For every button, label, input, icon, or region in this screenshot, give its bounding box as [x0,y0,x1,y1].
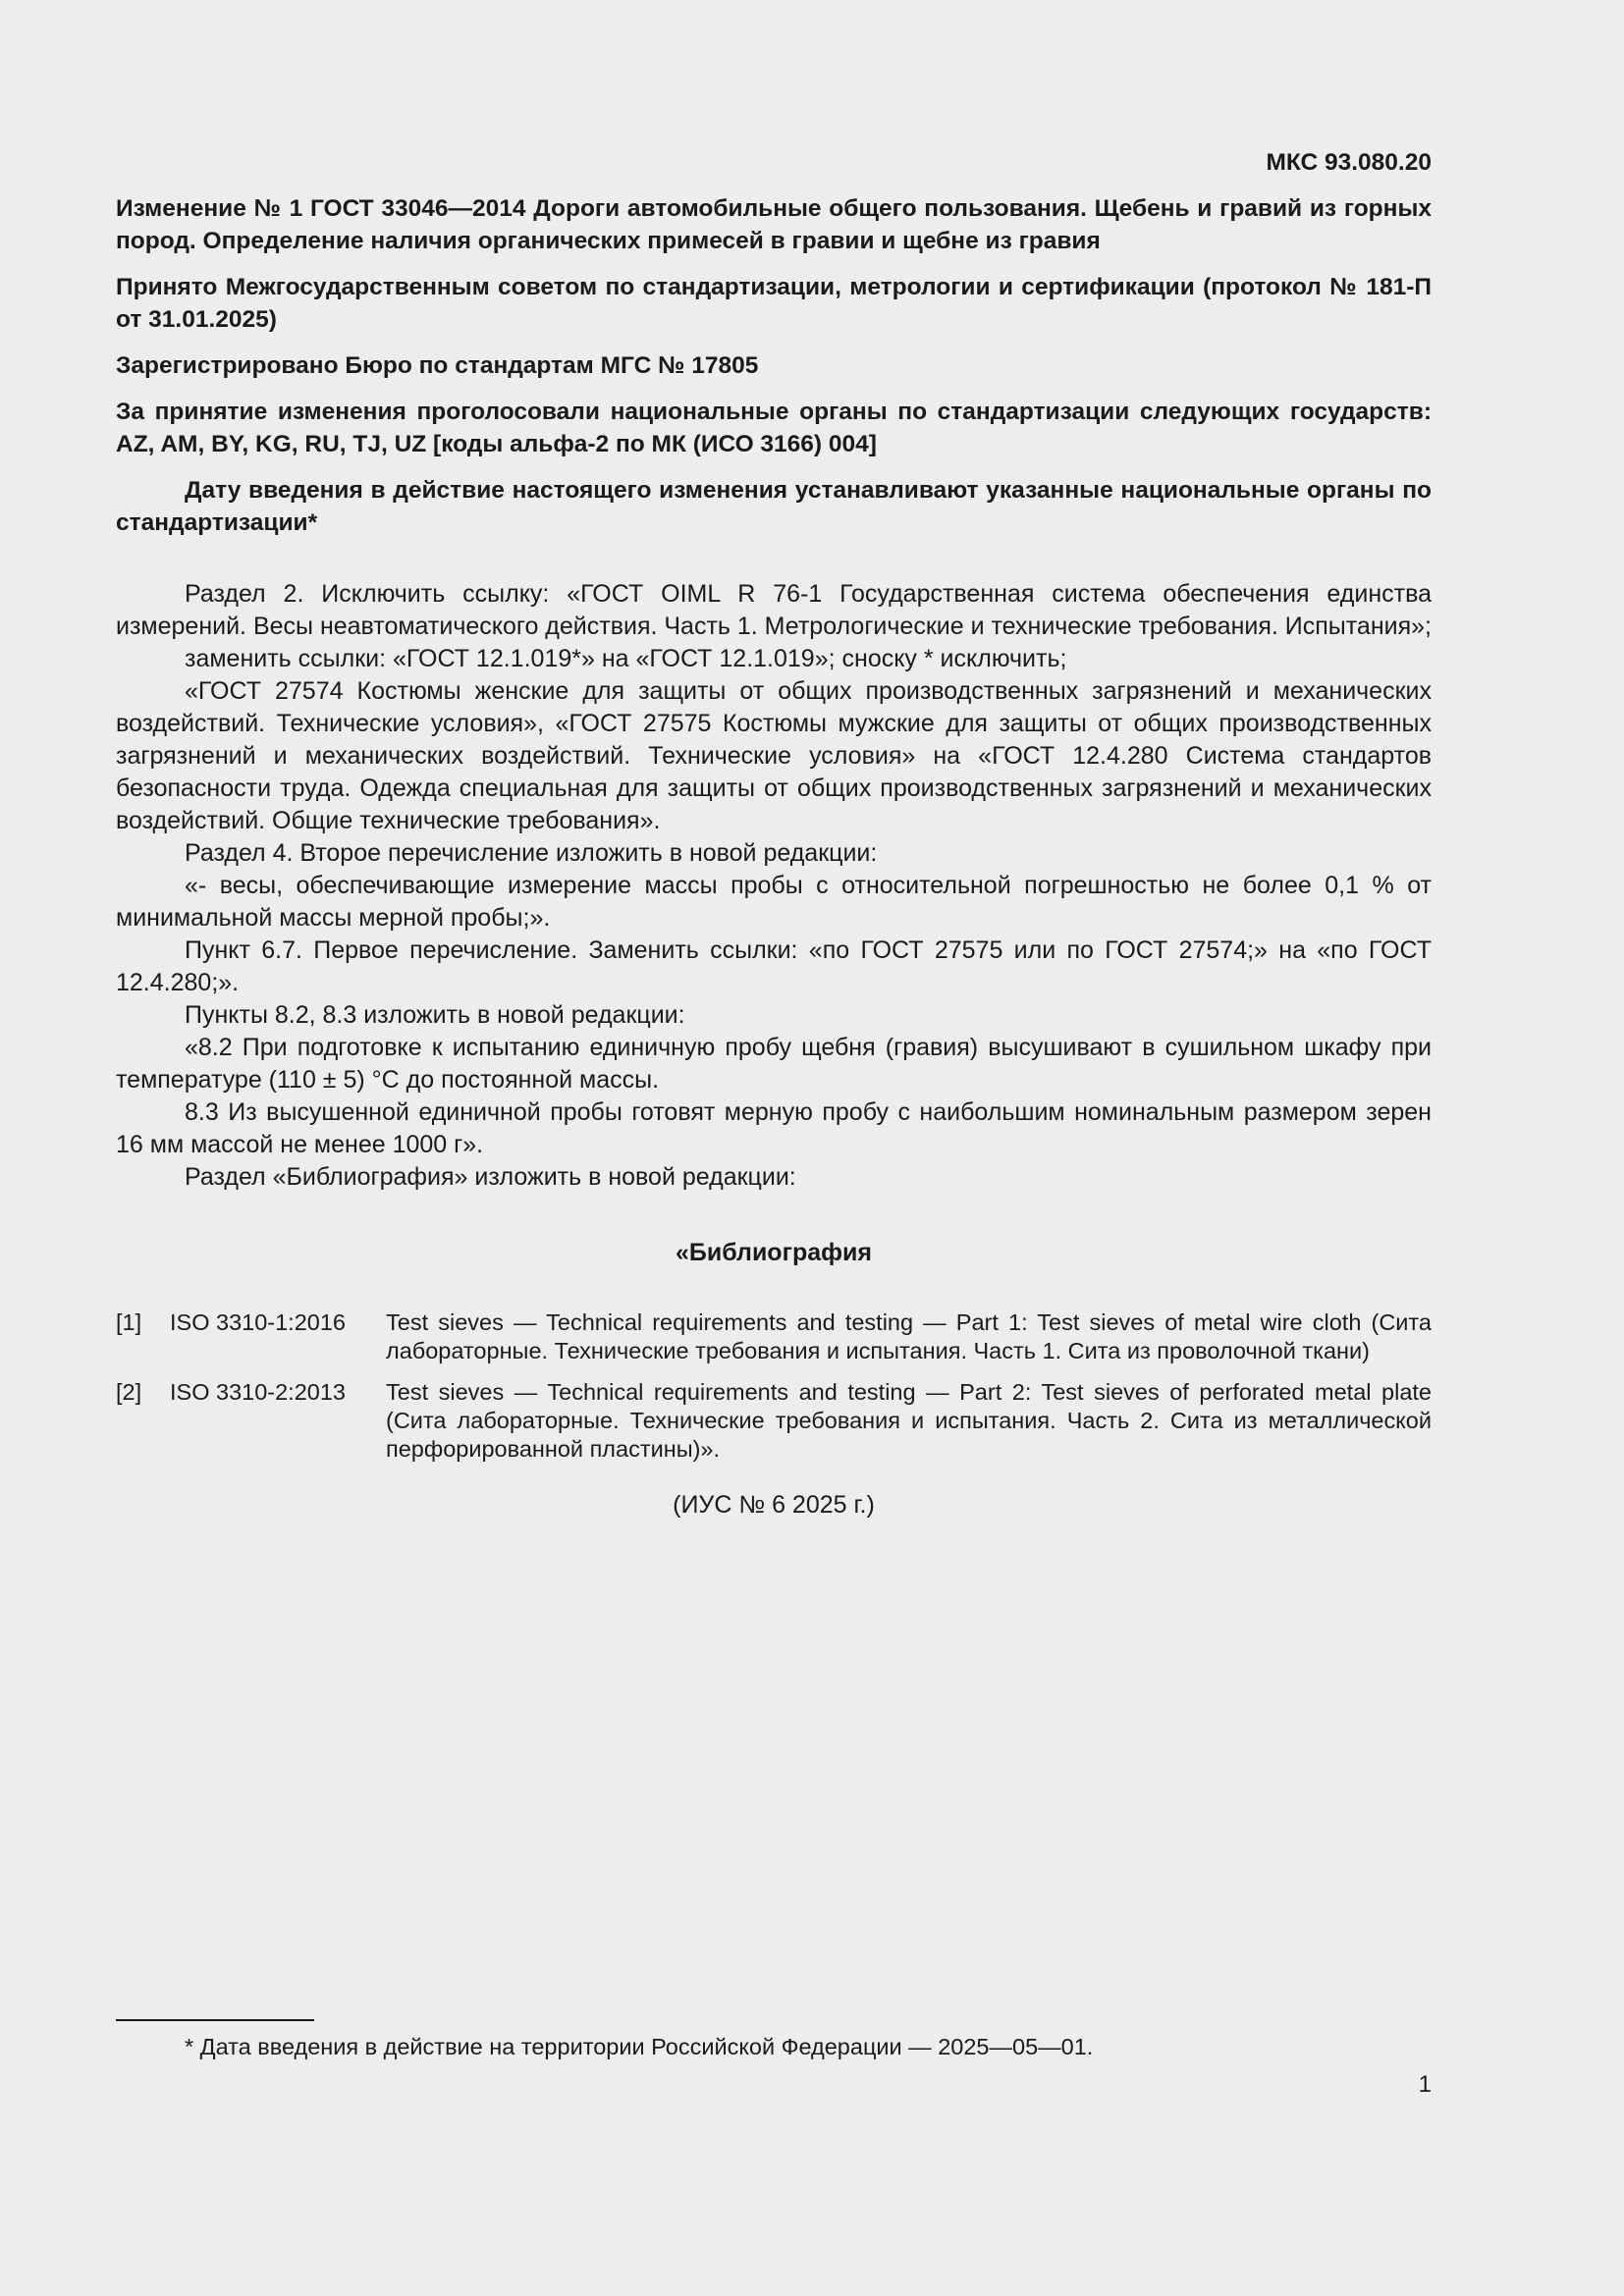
bibliography-code: ISO 3310-1:2016 [170,1309,346,1335]
effective-date-statement: Дату введения в действие настоящего изменения устанавливают указанные национальные органы по стандартизации* [116,477,1432,536]
bibliography-text: Test sieves — Technical requirements and testing — Part 1: Test sieves of metal wire cloth (Сита лабораторные. Технические требования и испытания. Часть 1. Сита из проволочной ткани) [386,1309,1432,1363]
body-paragraph: «- весы, обеспечивающие измерение массы пробы с относительной погрешностью не более 0,1 % от минимальной массы мерной пробы;». [116,872,1432,932]
body-paragraph: Пункт 6.7. Первое перечисление. Заменить ссылки: «по ГОСТ 27575 или по ГОСТ 27574;» на «по ГОСТ 12.4.280;». [116,936,1432,996]
ius-reference: (ИУС № 6 2025 г.) [673,1491,875,1519]
bibliography-title: «Библиография [676,1239,872,1266]
document-content [116,145,1432,1522]
bibliography-entry [116,1378,1432,1464]
page-number: 1 [1418,2071,1432,2098]
bibliography-number: [2] [116,1379,142,1405]
mks-code: МКС 93.080.20 [1266,149,1432,176]
voting-statement: За принятие изменения проголосовали национальные органы по стандартизации следующих государств: AZ, AM, BY, KG, RU, TJ, UZ [коды альфа-2 по МК (ИСО 3166) 004] [116,399,1432,457]
body-paragraph: Раздел 4. Второе перечисление изложить в новой редакции: [185,839,878,867]
body-paragraph: Раздел «Библиография» изложить в новой редакции: [185,1163,796,1191]
footnote: * Дата введения в действие на территории Российской Федерации — 2025—05—01. [185,2034,1094,2059]
body-paragraph: 8.3 Из высушенной единичной пробы готовят мерную пробу с наибольшим номинальным размером зерен 16 мм массой не менее 1000 г». [116,1098,1432,1158]
body-paragraph: Раздел 2. Исключить ссылку: «ГОСТ OIML R 76-1 Государственная система обеспечения единства измерений. Весы неавтоматического действия. Часть 1. Метрологические и технические требования. Испытания»; [116,580,1432,640]
bibliography-code: ISO 3310-2:2013 [170,1379,346,1405]
footnote-divider [116,2019,314,2021]
bibliography-number: [1] [116,1309,142,1335]
body-paragraph: Пункты 8.2, 8.3 изложить в новой редакции: [185,1001,685,1029]
amendment-title: Изменение № 1 ГОСТ 33046—2014 Дороги автомобильные общего пользования. Щебень и гравий из горных пород. Определение наличия органических примесей в гравии и щебне из гравия [116,195,1432,254]
bibliography-text: Test sieves — Technical requirements and testing — Part 2: Test sieves of perforated metal plate (Сита лабораторные. Технические требования и испытания. Часть 2. Сита из металлической перфорированной пластины)». [386,1379,1432,1462]
body-paragraph: «ГОСТ 27574 Костюмы женские для защиты от общих производственных загрязнений и механических воздействий. Технические условия», «ГОСТ 27575 Костюмы мужские для защиты от общих производственных загрязнений и механических воздействий. Технические условия» на «ГОСТ 12.4.280 Система стандартов безопасности труда. Одежда специальная для защиты от общих производственных загрязнений и механических воздействий. Общие технические требования». [116,677,1432,834]
amendment-body [116,578,1432,1194]
bibliography-entry [116,1308,1432,1365]
body-paragraph: заменить ссылки: «ГОСТ 12.1.019*» на «ГОСТ 12.1.019»; сноску * исключить; [185,645,1067,672]
registration-statement: Зарегистрировано Бюро по стандартам МГС № 17805 [116,352,759,379]
adoption-statement: Принято Межгосударственным советом по стандартизации, метрологии и сертификации (протокол № 181-П от 31.01.2025) [116,274,1432,333]
body-paragraph: «8.2 При подготовке к испытанию единичную пробу щебня (гравия) высушивают в сушильном шкафу при температуре (110 ± 5) °С до постоянной массы. [116,1034,1432,1094]
